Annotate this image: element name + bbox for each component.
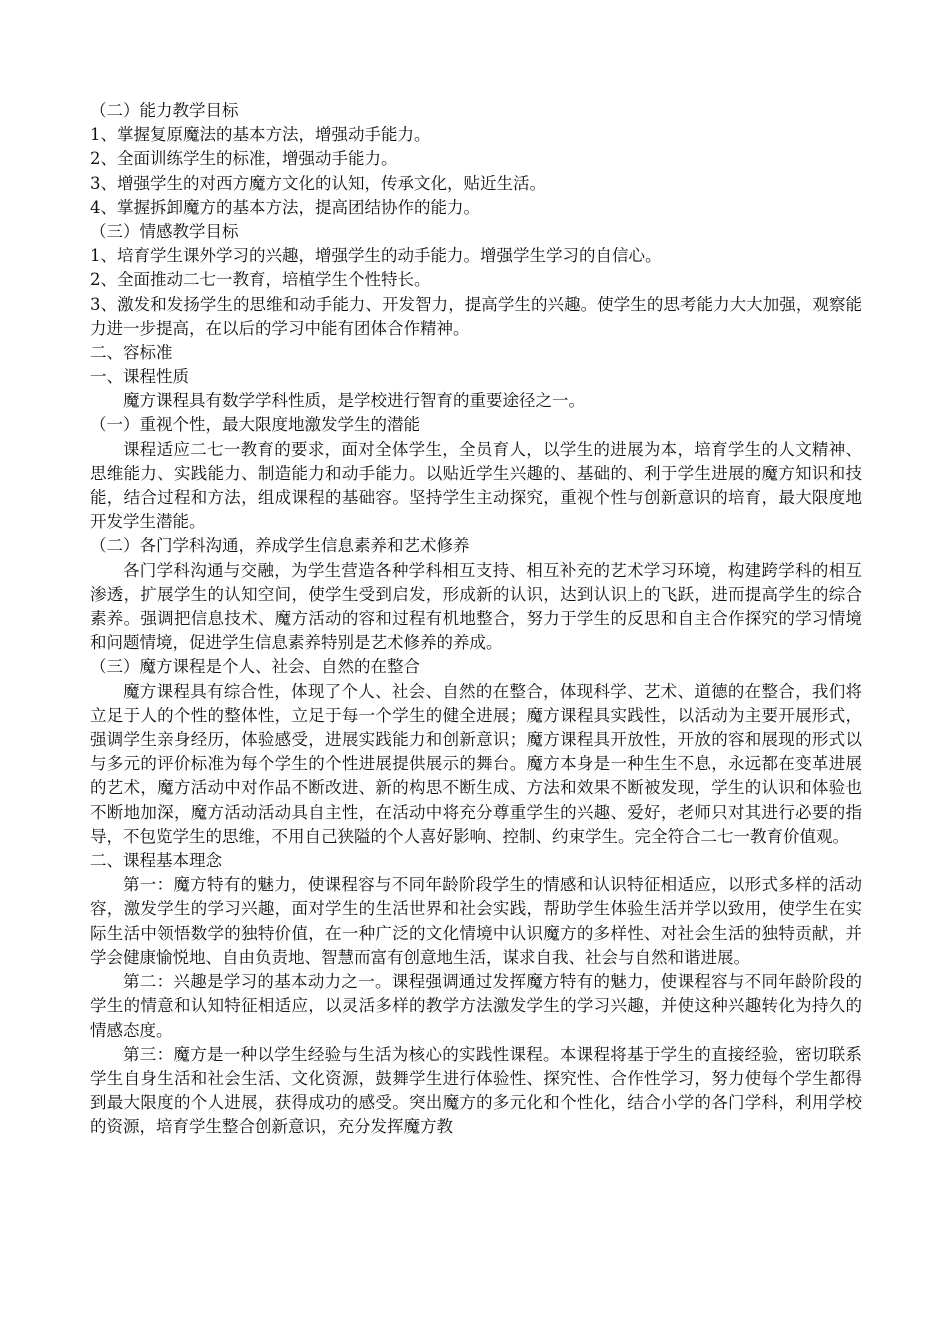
paragraph-interdisciplinary: 各门学科沟通与交融，为学生营造各种学科相互支持、相互补充的艺术学习环境，构建跨学科的相互渗透，扩展学生的认知空间，使学生受到启发，形成新的认识，达到认识上的飞跃，进而提高学生的综合素养。强调把信息技术、魔方活动的容和过程有机地整合，努力于学生的反思和自主合作探究的学习情境和问题情境，促进学生信息素养特别是艺术修养的养成。 <box>90 560 862 653</box>
heading-content-standard: 二、容标准 <box>90 342 173 362</box>
heading-sub-integration: （三）魔方课程是个人、社会、自然的在整合 <box>90 657 420 677</box>
ability-item-4: 4、掌握拆卸魔方的基本方法，提高团结协作的能力。 <box>90 197 480 217</box>
document-page <box>90 99 862 1140</box>
ability-item-2: 2、全面训练学生的标准，增强动手能力。 <box>90 149 398 169</box>
paragraph-course-nature: 魔方课程具有数学学科性质，是学校进行智育的重要途径之一。 <box>123 391 585 411</box>
heading-ability-goals: （二）能力教学目标 <box>90 101 239 120</box>
paragraph-idea-1: 第一：魔方特有的魅力，使课程容与不同年龄阶段学生的情感和认识特征相适应，以形式多样的活动容，激发学生的学习兴趣，面对学生的生活世界和社会实践，帮助学生体验生活并学以致用，使学生在实际生活中领悟数学的独特价值，在一种广泛的文化情境中认识魔方的多样性、对社会生活的独特贡献，并学会健康愉悦地、自由负责地、智慧而富有创意地生活，谋求自我、社会与自然和谐进展。 <box>90 875 862 967</box>
affect-item-3: 3、激发和发扬学生的思维和动手能力、开发智力，提高学生的兴趣。使学生的思考能力大大加强，观察能力进一步提高，在以后的学习中能有团体合作精神。 <box>90 294 862 338</box>
ability-item-1: 1、掌握复原魔法的基本方法，增强动手能力。 <box>90 125 431 145</box>
ability-item-3: 3、增强学生的对西方魔方文化的认知，传承文化，贴近生活。 <box>90 173 546 193</box>
heading-sub-individuality: （一）重视个性，最大限度地激发学生的潜能 <box>90 415 420 435</box>
affect-item-2: 2、全面推动二七一教育，培植学生个性特长。 <box>90 270 431 290</box>
paragraph-individuality: 课程适应二七一教育的要求，面对全体学生，全员育人，以学生的进展为本，培育学生的人文精神、思维能力、实践能力、制造能力和动手能力。以贴近学生兴趣的、基础的、利于学生进展的魔方知识和技能，结合过程和方法，组成课程的基础容。坚持学生主动探究，重视个性与创新意识的培育，最大限度地开发学生潜能。 <box>90 439 862 532</box>
heading-sub-interdisciplinary: （二）各门学科沟通，养成学生信息素养和艺术修养 <box>90 536 470 556</box>
paragraph-idea-2: 第二：兴趣是学习的基本动力之一。课程强调通过发挥魔方特有的魅力，使课程容与不同年龄阶段的学生的情意和认知特征相适应，以灵活多样的教学方法激发学生的学习兴趣，并使这种兴趣转化为持久的情感态度。 <box>90 972 862 1040</box>
paragraph-integration: 魔方课程具有综合性，体现了个人、社会、自然的在整合，体现科学、艺术、道德的在整合，我们将立足于人的个性的整体性，立足于每一个学生的健全进展；魔方课程具实践性，以活动为主要开展形式，强调学生亲身经历，体验感受，进展实践能力和创新意识；魔方课程具开放性，开放的容和展现的形式以与多元的评价标准为每个学生的个性进展提供展示的舞台。魔方本身是一种生生不息，永远都在变革进展的艺术，魔方活动中对作品不断改进、新的构思不断生成、方法和效果不断被发现，学生的认识和体验也不断地加深，魔方活动活动具自主性，在活动中将充分尊重学生的兴趣、爱好，老师只对其进行必要的指导，不包览学生的思维，不用自己狭隘的个人喜好影响、控制、约束学生。完全符合二七一教育价值观。 <box>90 681 862 846</box>
paragraph-idea-3: 第三：魔方是一种以学生经验与生活为核心的实践性课程。本课程将基于学生的直接经验，密切联系学生自身生活和社会生活、文化资源，鼓舞学生进行体验性、探究性、合作性学习，努力使每个学生都得到最大限度的个人进展，获得成功的感受。突出魔方的多元化和个性化，结合小学的各门学科，利用学校的资源，培育学生整合创新意识，充分发挥魔方教 <box>90 1044 862 1137</box>
heading-affect-goals: （三）情感教学目标 <box>90 221 239 241</box>
heading-course-nature: 一、课程性质 <box>90 367 189 387</box>
heading-basic-idea: 二、课程基本理念 <box>90 851 222 871</box>
affect-item-1: 1、培育学生课外学习的兴趣，增强学生的动手能力。增强学生学习的自信心。 <box>90 246 662 266</box>
